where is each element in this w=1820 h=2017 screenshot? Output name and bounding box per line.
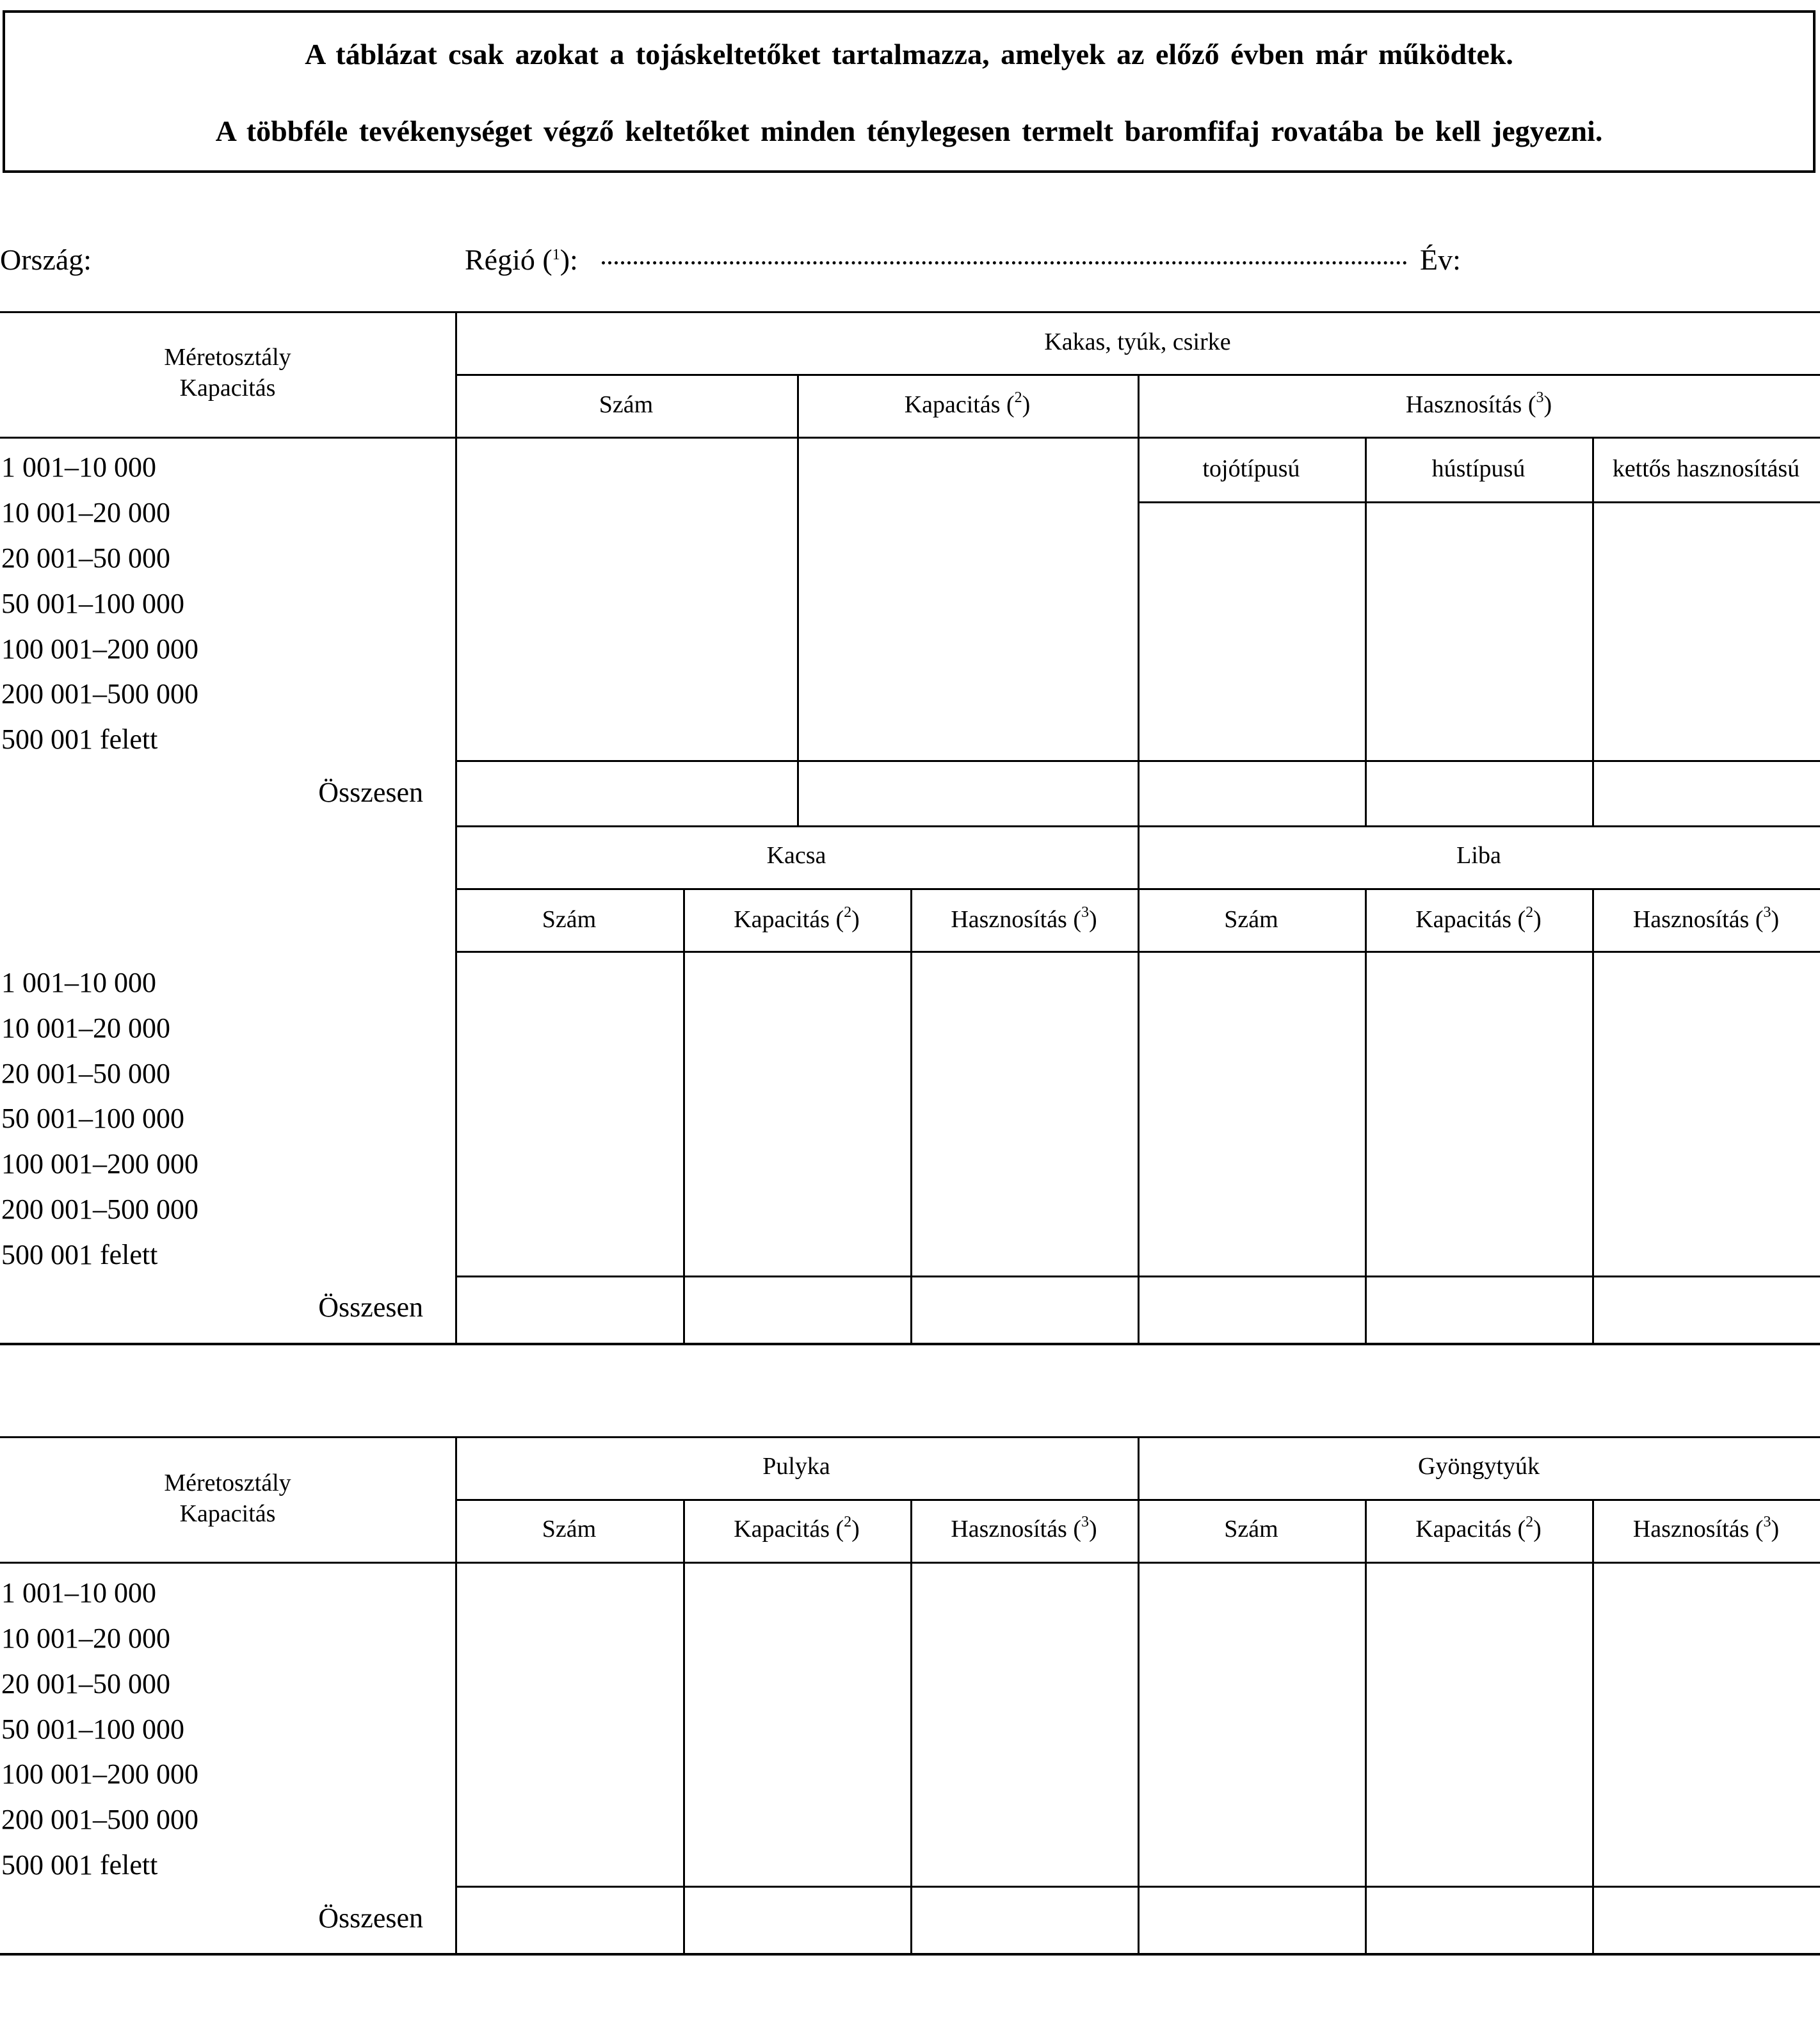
size-class-row: 500 001 felett [1, 724, 158, 755]
capacity-header: Kapacitás [179, 1500, 276, 1527]
turkey-capacity-header: Kapacitás ($^2$) [734, 1514, 860, 1543]
size-class-row: 500 001 felett [1, 1239, 158, 1270]
goose-use-header: Hasznosítás ($^3$) [1632, 904, 1780, 933]
region-label: Régió ($^1$): [465, 243, 578, 276]
size-class-row: 50 001–100 000 [1, 588, 184, 619]
total-label: Összesen [318, 1292, 423, 1323]
size-class-row: 1 001–10 000 [1, 451, 156, 483]
size-class-row: 100 001–200 000 [1, 633, 198, 665]
duck-use-header: Hasznosítás ($^3$) [951, 904, 1097, 933]
country-label: Ország: [0, 243, 92, 276]
notice-line-1: A táblázat csak azokat a tojáskeltetőket tartalmazza, amelyek az előző évben már működtek. [305, 38, 1513, 70]
size-class-row: 100 001–200 000 [1, 1148, 198, 1179]
chicken-use-dual: kettős hasznosítású [1612, 455, 1800, 482]
guinea-fowl-capacity-header: Kapacitás ($^2$) [1415, 1514, 1542, 1543]
duck-group-header: Kacsa [766, 842, 826, 869]
chicken-use-meat: hústípusú [1431, 455, 1526, 482]
goose-count-header: Szám [1224, 906, 1278, 933]
turkey-count-header: Szám [542, 1516, 597, 1543]
turkey-group-header: Pulyka [762, 1453, 830, 1480]
size-class-row: 500 001 felett [1, 1849, 158, 1881]
size-class-row: 10 001–20 000 [1, 1623, 170, 1654]
chicken-capacity-header: Kapacitás ($^2$) [904, 389, 1031, 418]
goose-capacity-header: Kapacitás ($^2$) [1415, 904, 1542, 933]
size-class-row: 200 001–500 000 [1, 1804, 198, 1835]
guinea-fowl-group-header: Gyöngytyúk [1418, 1453, 1540, 1480]
size-class-row: 10 001–20 000 [1, 1012, 170, 1044]
year-label: Év: [1420, 243, 1461, 276]
size-class-row: 50 001–100 000 [1, 1713, 184, 1745]
size-class-row: 20 001–50 000 [1, 1668, 170, 1699]
chicken-count-header: Szám [599, 391, 654, 418]
chicken-use-laying: tojótípusú [1202, 455, 1300, 482]
size-class-row: 50 001–100 000 [1, 1103, 184, 1134]
goose-group-header: Liba [1456, 842, 1501, 869]
guinea-fowl-count-header: Szám [1224, 1516, 1278, 1543]
chicken-use-header: Hasznosítás ($^3$) [1405, 389, 1552, 418]
chicken-group-header: Kakas, tyúk, csirke [1044, 328, 1231, 355]
duck-capacity-header: Kapacitás ($^2$) [734, 904, 860, 933]
size-class-row: 200 001–500 000 [1, 678, 198, 709]
size-class-row: 1 001–10 000 [1, 1577, 156, 1608]
region-dotted-line [602, 261, 1407, 264]
size-class-row: 100 001–200 000 [1, 1758, 198, 1790]
size-class-row: 10 001–20 000 [1, 497, 170, 528]
size-class-row: 200 001–500 000 [1, 1194, 198, 1225]
total-label: Összesen [318, 1902, 423, 1934]
size-class-header: Méretosztály [164, 344, 291, 371]
turkey-use-header: Hasznosítás ($^3$) [951, 1514, 1097, 1543]
size-class-row: 20 001–50 000 [1, 542, 170, 574]
size-class-row: 20 001–50 000 [1, 1058, 170, 1089]
notice-line-2: A többféle tevékenységet végző keltetőket minden ténylegesen termelt baromfifaj rovatába be kell jegyezni. [215, 115, 1603, 147]
size-class-row: 1 001–10 000 [1, 967, 156, 998]
size-class-header: Méretosztály [164, 1470, 291, 1496]
guinea-fowl-use-header: Hasznosítás ($^3$) [1632, 1514, 1780, 1543]
notice-box [3, 10, 1816, 173]
duck-count-header: Szám [542, 906, 597, 933]
capacity-header: Kapacitás [179, 375, 276, 401]
total-label: Összesen [318, 777, 423, 808]
